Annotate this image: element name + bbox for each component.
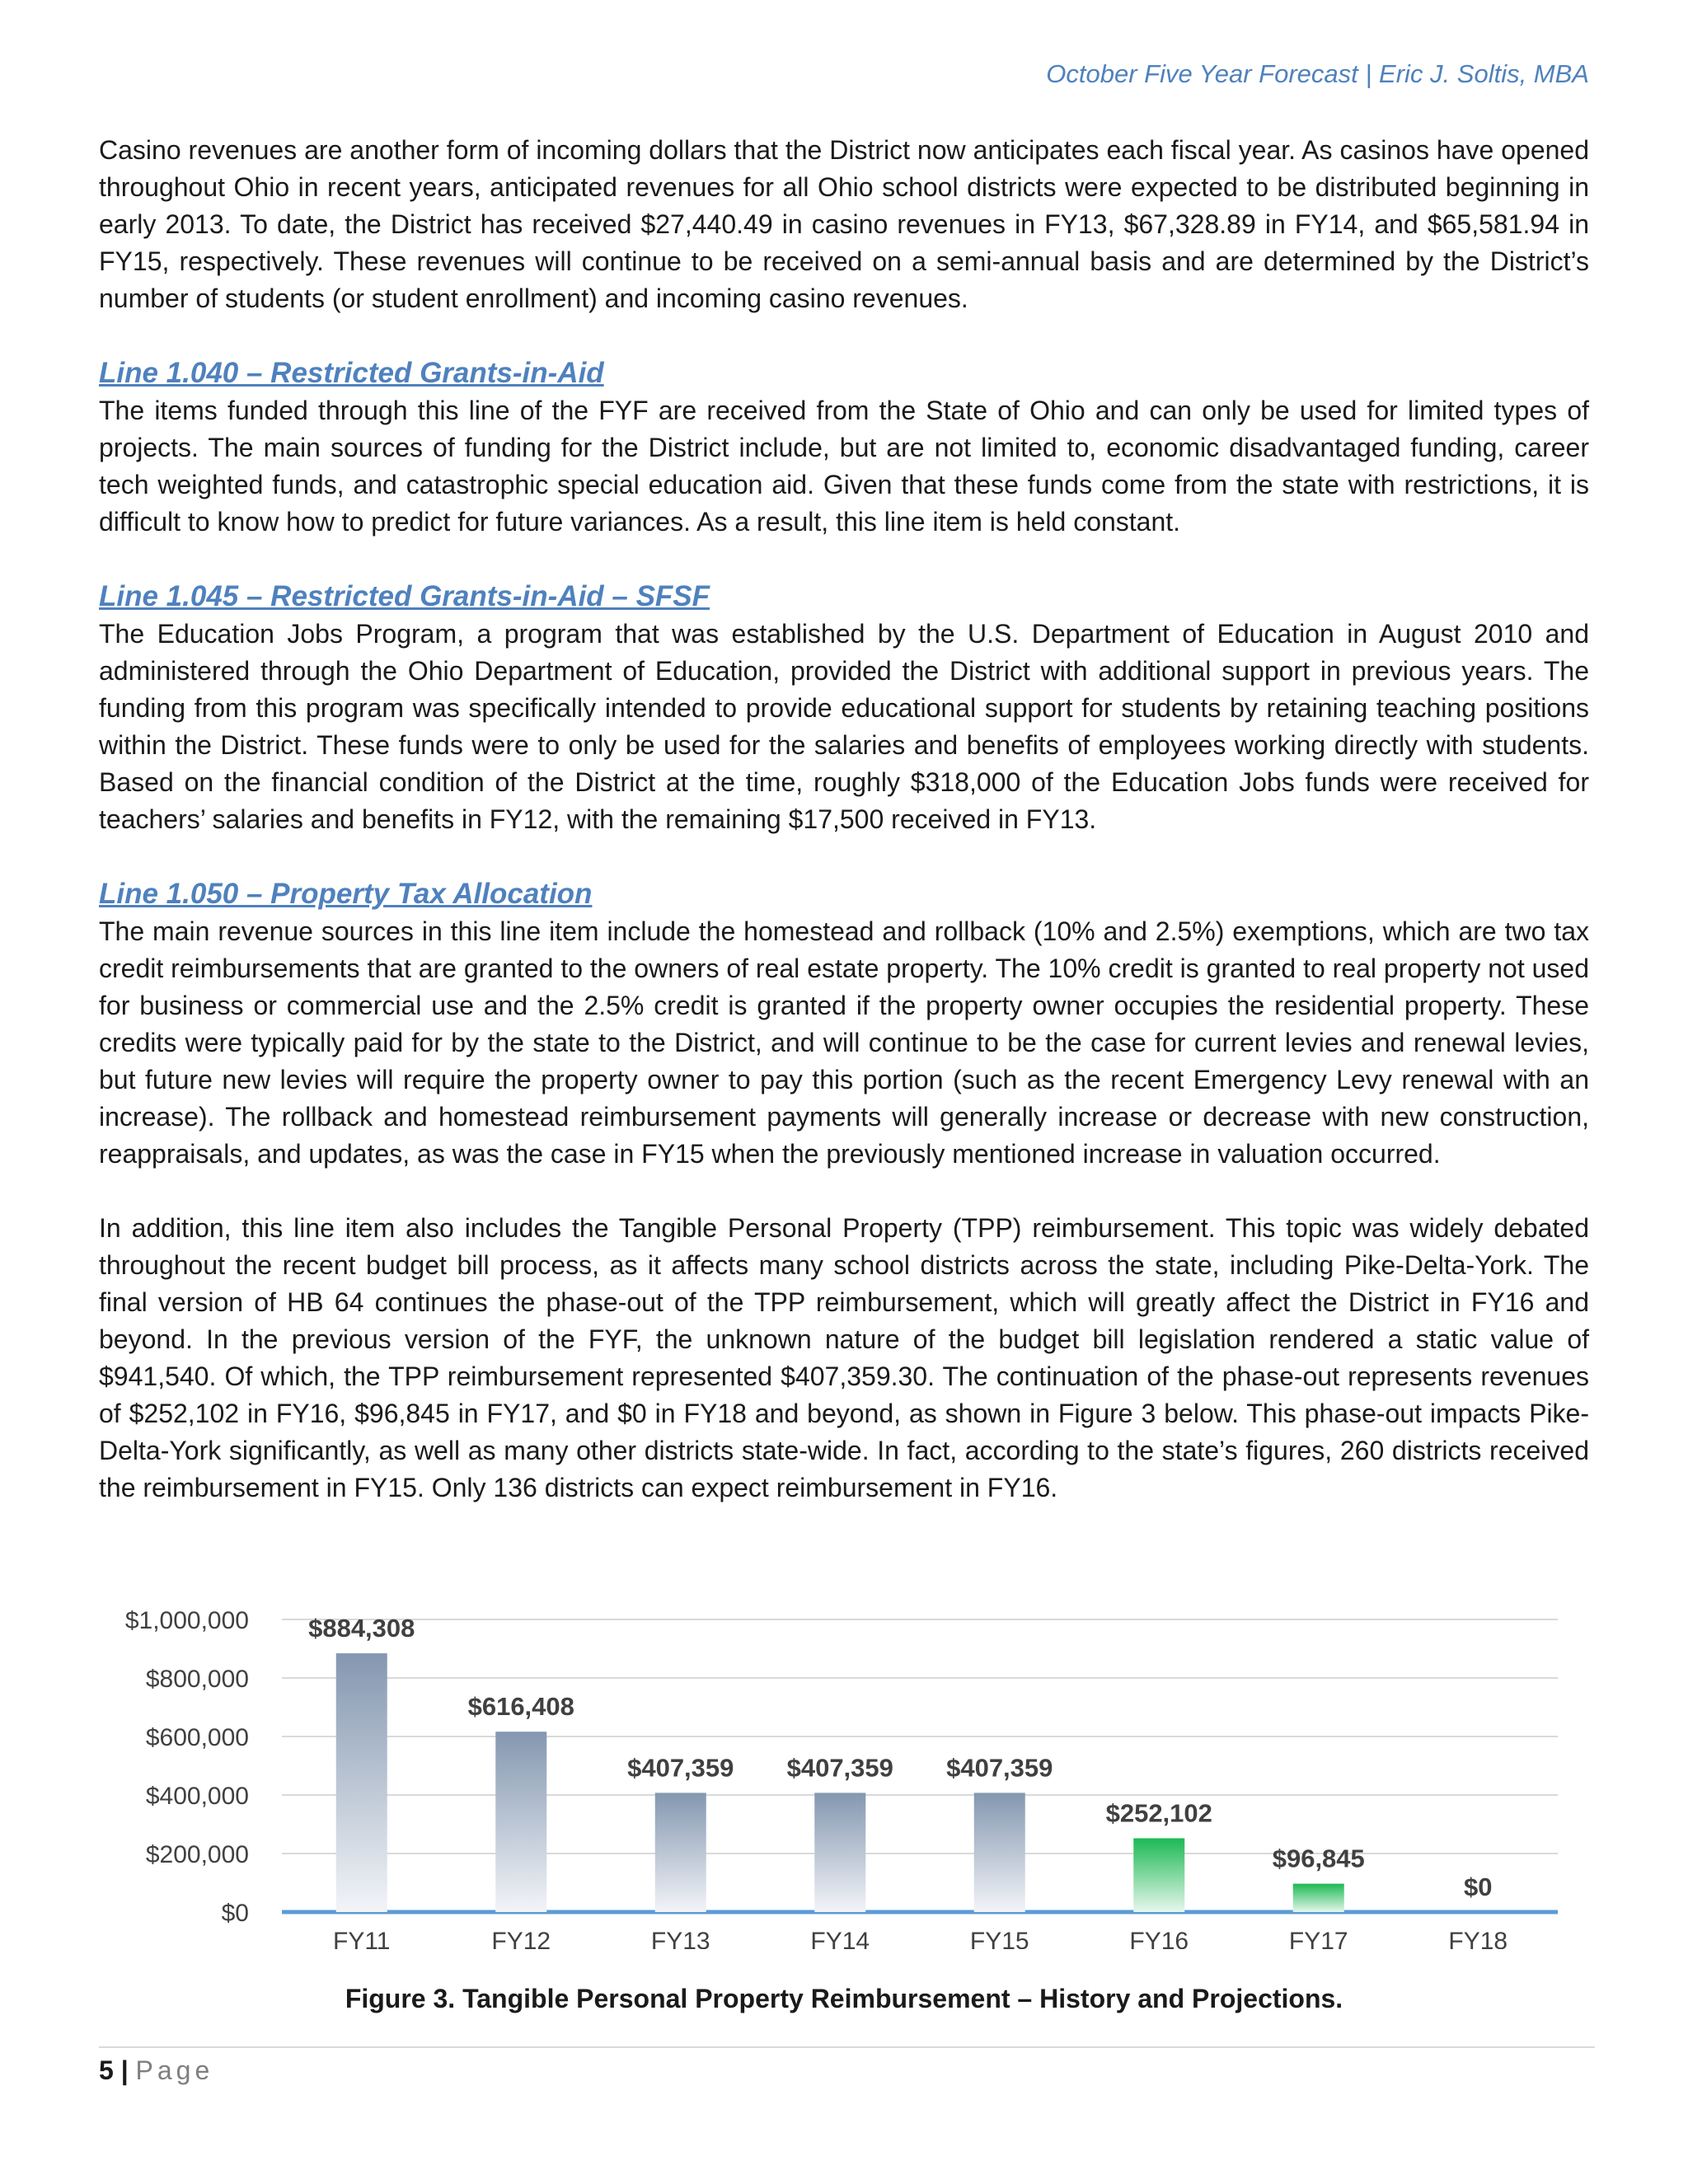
data-label-fy15: $407,359: [946, 1753, 1053, 1783]
section-1050-paragraph-1: The main revenue sources in this line item include the homestead and rollback (10% and 2.5%) exemptions, which are two tax credit reimbursements that are granted to the owners of real estate property. The 10% credit is granted to real property not used for business or commercial use and the 2.5% credit is granted if the property owner occupies the residential property. These credits were typically paid for by the state to the District, and will continue to be the case for current levies and renewal levies, but future new levies will require the property owner to pay this portion (such as the recent Emergency Levy renewal with an increase). The rollback and homestead reimbursement payments will generally increase or decrease with new construction, reappraisals, and updates, as was the case in FY15 when the previously mentioned increase in valuation occurred.: [99, 916, 1589, 1169]
section-1050-paragraph-2: In addition, this line item also includes the Tangible Personal Property (TPP) reimbursement. This topic was widely debated throughout the recent budget bill process, as it affects many school districts across the state, including Pike-Delta-York. The final version of HB 64 continues the phase-out of the TPP reimbursement, which will greatly affect the District in FY16 and beyond. In the previous version of the FYF, the unknown nature of the budget bill legislation rendered a static value of $941,540. Of which, the TPP reimbursement represented $407,359.30. The continuation of the phase-out represents revenues of $252,102 in FY16, $96,845 in FY17, and $0 in FY18 and beyond, as shown in Figure 3 below. This phase-out impacts Pike-Delta-York significantly, as well as many other districts state-wide. In fact, according to the state’s figures, 260 districts received the reimbursement in FY15. Only 136 districts can expect reimbursement in FY16.: [99, 1213, 1589, 1502]
y-tick-label: $400,000: [145, 1783, 249, 1810]
x-tick-label: FY13: [650, 1928, 710, 1949]
data-label-fy14: $407,359: [786, 1753, 893, 1783]
data-label-fy11: $884,308: [308, 1614, 415, 1643]
bar-fy13: [655, 1793, 706, 1912]
y-tick-label: $800,000: [145, 1666, 249, 1693]
y-tick-label: $1,000,000: [124, 1607, 249, 1634]
y-tick-label: $600,000: [145, 1724, 249, 1751]
page-footer: [99, 2055, 213, 2086]
bar-fy17: [1293, 1884, 1344, 1912]
bar-fy16: [1133, 1839, 1184, 1912]
data-label-fy16: $252,102: [1105, 1798, 1212, 1828]
data-label-fy12: $616,408: [467, 1692, 574, 1722]
x-tick-label: FY11: [333, 1928, 391, 1949]
x-tick-label: FY17: [1288, 1928, 1348, 1949]
section-heading-1040: Line 1.040 – Restricted Grants-in-Aid: [99, 357, 604, 389]
section-heading-1050: Line 1.050 – Property Tax Allocation: [99, 878, 593, 910]
y-tick-label: $0: [221, 1900, 249, 1927]
data-label-fy18: $0: [1464, 1872, 1493, 1901]
data-label-fy17: $96,845: [1272, 1844, 1365, 1873]
footer-divider: [99, 2046, 1595, 2048]
page-word: Page: [135, 2055, 214, 2085]
x-tick-label: FY16: [1129, 1928, 1189, 1949]
x-tick-label: FY18: [1448, 1928, 1508, 1949]
page-number: 5: [99, 2055, 114, 2085]
footer-separator: |: [120, 2055, 129, 2085]
section-1040-paragraph: The items funded through this line of the FYF are received from the State of Ohio and can only be used for limited types of projects. The main sources of funding for the District include, but are not limited to, economic disadvantaged funding, career tech weighted funds, and catastrophic special education aid. Given that these funds come from the state with restrictions, it is difficult to know how to predict for future variances. As a result, this line item is held constant.: [99, 396, 1589, 537]
bar-fy12: [495, 1732, 546, 1912]
section-heading-1045: Line 1.045 – Restricted Grants-in-Aid – SFSF: [99, 580, 710, 612]
x-tick-label: FY14: [810, 1928, 870, 1949]
y-tick-label: $200,000: [145, 1841, 249, 1868]
bar-fy11: [336, 1653, 387, 1912]
intro-paragraph: Casino revenues are another form of incoming dollars that the District now anticipates each fiscal year. As casinos have opened throughout Ohio in recent years, anticipated revenues for all Ohio school districts were expected to be distributed beginning in early 2013. To date, the District has received $27,440.49 in casino revenues in FY13, $67,328.89 in FY14, and $65,581.94 in FY15, respectively. These revenues will continue to be received on a semi-annual basis and are determined by the District’s number of students (or student enrollment) and incoming casino revenues.: [99, 135, 1589, 313]
bar-fy14: [814, 1793, 865, 1912]
x-tick-label: FY12: [491, 1928, 551, 1949]
section-1045-paragraph: The Education Jobs Program, a program that was established by the U.S. Department of Education in August 2010 and administered through the Ohio Department of Education, provided the District with additional support in previous years. The funding from this program was specifically intended to provide educational support for students by retaining teaching positions within the District. These funds were to only be used for the salaries and benefits of employees working directly with students. Based on the financial condition of the District at the time, roughly $318,000 of the Education Jobs funds were received for teachers’ salaries and benefits in FY12, with the remaining $17,500 received in FY13.: [99, 619, 1589, 834]
figure-caption: Figure 3. Tangible Personal Property Reimbursement – History and Projections.: [345, 1984, 1343, 2013]
x-tick-label: FY15: [969, 1928, 1029, 1949]
tpp-reimbursement-chart: [99, 1595, 1589, 1949]
document-body: [99, 132, 1589, 1507]
page-header: October Five Year Forecast | Eric J. Soltis, MBA: [1046, 59, 1589, 88]
data-label-fy13: $407,359: [627, 1753, 734, 1783]
bar-fy15: [974, 1793, 1025, 1912]
